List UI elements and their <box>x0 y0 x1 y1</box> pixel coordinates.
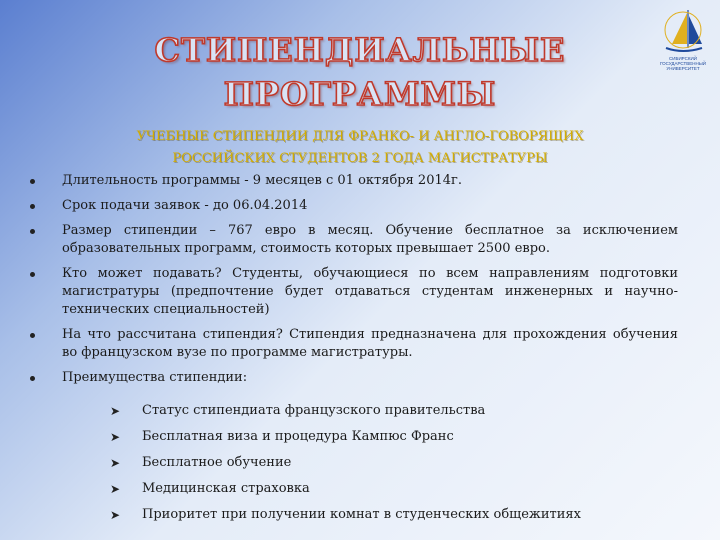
bullet-text: Размер стипендии – 767 евро в месяц. Обучение бесплатное за исключением образовательных программ, стоимость которых превышает 2500 евро. <box>62 223 678 256</box>
bullet-item-purpose <box>28 326 678 362</box>
bullet-item-duration <box>28 172 678 190</box>
advantage-text: Статус стипендиата французского правительства <box>142 403 486 418</box>
arrow-bullet-icon: ➤ <box>110 482 121 496</box>
subtitle-line2: РОССИЙСКИХ СТУДЕНТОВ 2 ГОДА МАГИСТРАТУРЫ <box>172 151 548 166</box>
advantages-list <box>110 402 650 532</box>
bullet-dot-icon <box>30 333 35 338</box>
page-title <box>0 28 720 116</box>
bullet-dot-icon <box>30 272 35 277</box>
logo-text-line1: СИБИРСКИЙ <box>669 56 697 61</box>
arrow-bullet-icon: ➤ <box>110 430 121 444</box>
bullet-dot-icon <box>30 376 35 381</box>
logo-text-line2: ГОСУДАРСТВЕННЫЙ <box>659 61 706 66</box>
title-line2: ПРОГРАММЫ <box>223 75 497 113</box>
bullet-item-amount <box>28 222 678 258</box>
advantage-text: Бесплатное обучение <box>142 455 292 470</box>
bullet-text: Срок подачи заявок - до 06.04.2014 <box>62 198 308 213</box>
logo-text-line3: УНИВЕРСИТЕТ <box>666 66 700 71</box>
advantage-item <box>110 506 650 524</box>
advantage-item <box>110 428 650 446</box>
title-line1: СТИПЕНДИАЛЬНЫЕ <box>154 31 566 69</box>
bullet-dot-icon <box>30 229 35 234</box>
bullet-dot-icon <box>30 204 35 209</box>
subtitle-line1: УЧЕБНЫЕ СТИПЕНДИИ ДЛЯ ФРАНКО- И АНГЛО-ГОВОРЯЩИХ <box>136 129 584 144</box>
advantage-text: Бесплатная виза и процедура Кампюс Франс <box>142 429 454 444</box>
advantage-item <box>110 480 650 498</box>
bullet-item-advantages <box>28 369 678 387</box>
arrow-bullet-icon: ➤ <box>110 456 121 470</box>
page-subtitle <box>80 126 640 170</box>
bullet-text: На что рассчитана стипендия? Стипендия предназначена для прохождения обучения во французском вузе по программе магистратуры. <box>62 327 678 360</box>
advantage-text: Медицинская страховка <box>142 481 310 496</box>
advantage-text: Приоритет при получении комнат в студенческих общежитиях <box>142 507 581 522</box>
bullet-item-eligibility <box>28 265 678 319</box>
bullet-text: Длительность программы - 9 месяцев с 01 октября 2014г. <box>62 173 462 188</box>
arrow-bullet-icon: ➤ <box>110 404 121 418</box>
bullet-text: Кто может подавать? Студенты, обучающиеся по всем направлениям подготовки магистратуры (предпочтение будет отдаваться студентам инженерных и научно-технических специальностей) <box>62 266 678 317</box>
advantage-item <box>110 402 650 420</box>
info-bullet-list <box>28 172 678 394</box>
bullet-text: Преимущества стипендии: <box>62 370 248 385</box>
bullet-dot-icon <box>30 179 35 184</box>
arrow-bullet-icon: ➤ <box>110 508 121 522</box>
bullet-item-deadline <box>28 197 678 215</box>
advantage-item <box>110 454 650 472</box>
